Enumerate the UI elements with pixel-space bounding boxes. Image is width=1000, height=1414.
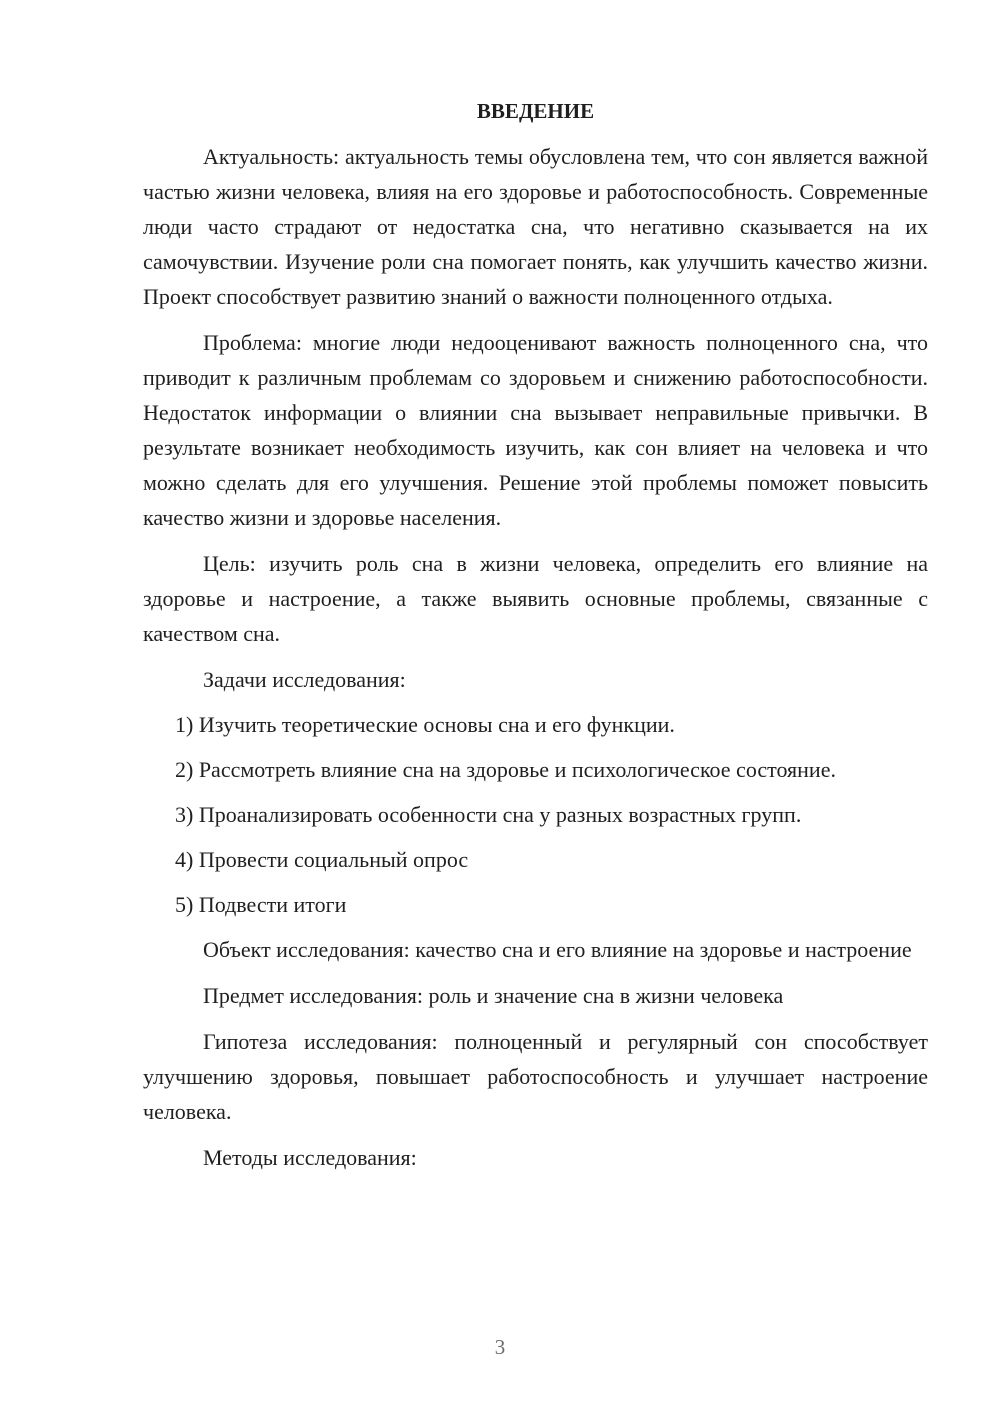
research-object-paragraph: Объект исследования: качество сна и его влияние на здоровье и настроение bbox=[203, 937, 912, 962]
relevance-paragraph: Актуальность: актуальность темы обусловлена тем, что сон является важной частью жизни человека, влияя на его здоровье и работоспособность. Современные люди часто страдают от недостатка сна, что негативно сказывается на их самочувствии. Изучение роли сна помогает понять, как улучшить качество жизни. Проект способствует развитию знаний о важности полноценного отдыха. bbox=[143, 144, 928, 309]
task-item: 4) Провести социальный опрос bbox=[175, 847, 469, 872]
goal-paragraph: Цель: изучить роль сна в жизни человека, определить его влияние на здоровье и настроение, а также выявить основные проблемы, связанные с качеством сна. bbox=[143, 551, 928, 646]
tasks-heading: Задачи исследования: bbox=[203, 667, 406, 692]
hypothesis-paragraph: Гипотеза исследования: полноценный и регулярный сон способствует улучшению здоровья, повышает работоспособность и улучшает настроение человека. bbox=[143, 1029, 928, 1124]
task-item: 3) Проанализировать особенности сна у разных возрастных групп. bbox=[175, 802, 802, 827]
page-content bbox=[143, 98, 928, 1185]
task-item: 2) Рассмотреть влияние сна на здоровье и психологическое состояние. bbox=[175, 757, 836, 782]
problem-paragraph: Проблема: многие люди недооценивают важность полноценного сна, что приводит к различным проблемам со здоровьем и снижению работоспособности. Недостаток информации о влиянии сна вызывает неправильные привычки. В результате возникает необходимость изучить, как сон влияет на человека и что можно сделать для его улучшения. Решение этой проблемы поможет повысить качество жизни и здоровье населения. bbox=[143, 330, 928, 530]
task-item: 1) Изучить теоретические основы сна и его функции. bbox=[175, 712, 675, 737]
page-number: 3 bbox=[494, 1335, 506, 1359]
section-title: ВВЕДЕНИЕ bbox=[476, 99, 595, 123]
research-subject-paragraph: Предмет исследования: роль и значение сна в жизни человека bbox=[203, 983, 784, 1008]
tasks-list bbox=[143, 707, 928, 922]
methods-heading: Методы исследования: bbox=[203, 1145, 417, 1170]
task-item: 5) Подвести итоги bbox=[175, 892, 347, 917]
